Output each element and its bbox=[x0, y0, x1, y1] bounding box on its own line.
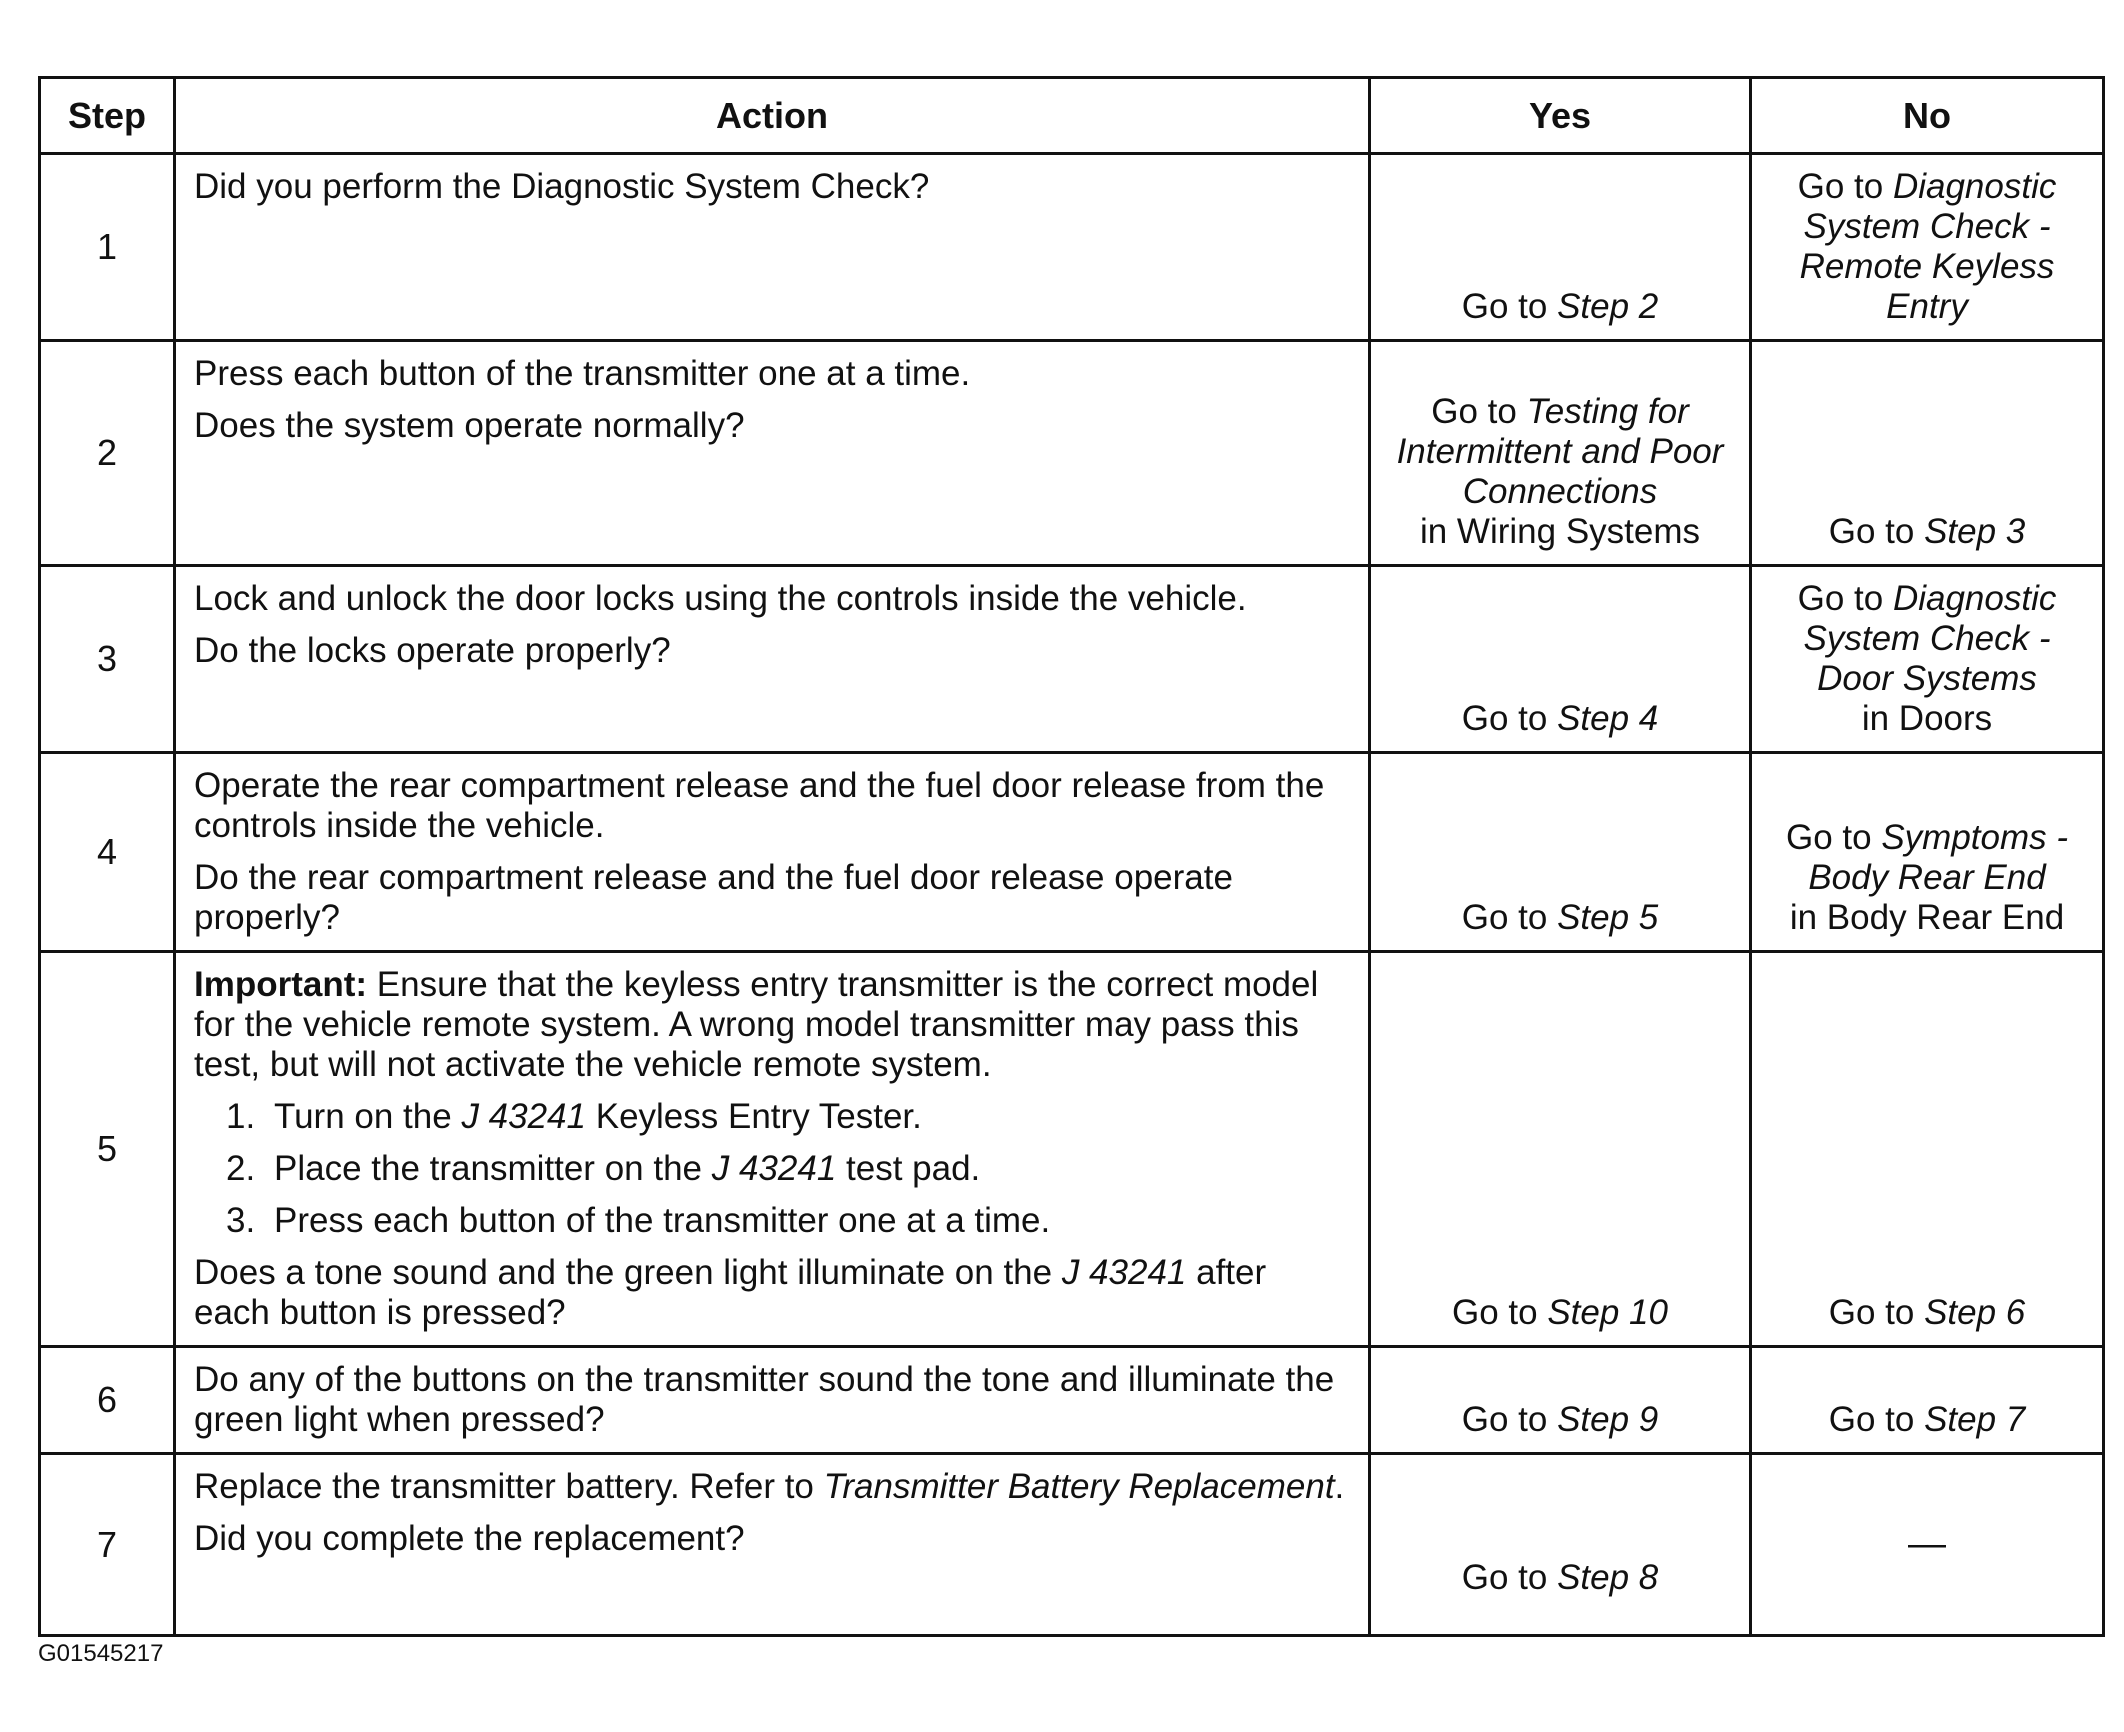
table-row bbox=[40, 154, 2104, 341]
no-cell bbox=[1751, 566, 2104, 753]
no-prefix: Go to bbox=[1785, 818, 1882, 857]
action-text: Operate the rear compartment release and the fuel door release from the controls inside the vehicle. bbox=[194, 766, 1325, 845]
action-question bbox=[194, 1253, 1350, 1333]
action-cell bbox=[175, 952, 1370, 1347]
yes-cell bbox=[1370, 154, 1751, 341]
action-cell bbox=[175, 1454, 1370, 1636]
no-link[interactable]: Diagnostic System Check - Remote Keyless Entry bbox=[1799, 167, 2057, 326]
no-link[interactable]: Step 6 bbox=[1924, 1293, 2026, 1332]
header-action: Action bbox=[175, 78, 1370, 154]
no-location: in Body Rear End bbox=[1789, 898, 2065, 937]
yes-cell bbox=[1370, 341, 1751, 566]
step-number: 2 bbox=[40, 341, 175, 566]
table-row bbox=[40, 952, 2104, 1347]
action-question: Does the system operate normally? bbox=[194, 406, 745, 445]
yes-cell bbox=[1370, 1454, 1751, 1636]
no-link[interactable]: Step 3 bbox=[1924, 512, 2026, 551]
question-text: after each button is pressed? bbox=[194, 1253, 1267, 1332]
no-location: in Doors bbox=[1861, 699, 1993, 738]
yes-link[interactable]: Step 10 bbox=[1547, 1293, 1668, 1332]
yes-link[interactable]: Step 5 bbox=[1557, 898, 1659, 937]
action-text: Lock and unlock the door locks using the controls inside the vehicle. bbox=[194, 579, 1247, 618]
yes-link[interactable]: Step 8 bbox=[1557, 1558, 1659, 1597]
yes-cell bbox=[1370, 952, 1751, 1347]
step-number: 1 bbox=[40, 154, 175, 341]
list-text: Turn on the bbox=[274, 1097, 462, 1136]
important-label: Important: bbox=[194, 965, 368, 1004]
no-cell bbox=[1751, 753, 2104, 952]
no-cell bbox=[1751, 341, 2104, 566]
tool-reference: J 43241 bbox=[711, 1149, 837, 1188]
header-yes: Yes bbox=[1370, 78, 1751, 154]
action-text bbox=[194, 1467, 1350, 1507]
yes-prefix: Go to bbox=[1452, 1293, 1548, 1332]
yes-prefix: Go to bbox=[1461, 1558, 1558, 1597]
action-cell bbox=[175, 341, 1370, 566]
step-number: 6 bbox=[40, 1347, 175, 1454]
yes-link[interactable]: Step 9 bbox=[1557, 1400, 1659, 1439]
header-row bbox=[40, 78, 2104, 154]
yes-prefix: Go to bbox=[1461, 898, 1558, 937]
action-cell bbox=[175, 154, 1370, 341]
yes-cell bbox=[1370, 1347, 1751, 1454]
step-number: 5 bbox=[40, 952, 175, 1347]
list-number: 2. bbox=[226, 1149, 256, 1188]
list-text: Press each button of the transmitter one at a time. bbox=[274, 1201, 1051, 1240]
figure-id: G01545217 bbox=[38, 1640, 164, 1667]
tool-reference: J 43241 bbox=[461, 1097, 586, 1136]
list-text: test pad. bbox=[836, 1149, 981, 1188]
action-text-end: . bbox=[1334, 1467, 1345, 1506]
action-text: Did you perform the Diagnostic System Check? bbox=[194, 167, 930, 206]
table-row bbox=[40, 753, 2104, 952]
list-text: Place the transmitter on the bbox=[274, 1149, 712, 1188]
no-cell bbox=[1751, 1347, 2104, 1454]
list-number: 3. bbox=[226, 1201, 256, 1240]
no-cell bbox=[1751, 1454, 2104, 1636]
no-cell bbox=[1751, 154, 2104, 341]
list-text: Keyless Entry Tester. bbox=[586, 1097, 922, 1136]
action-cell bbox=[175, 566, 1370, 753]
action-question: Do the rear compartment release and the fuel door release operate properly? bbox=[194, 858, 1233, 937]
yes-cell bbox=[1370, 566, 1751, 753]
no-link[interactable]: Diagnostic System Check - Door Systems bbox=[1803, 579, 2057, 698]
no-prefix: Go to bbox=[1797, 579, 1893, 618]
important-note bbox=[194, 965, 1350, 1085]
action-text: Press each button of the transmitter one at a time. bbox=[194, 354, 971, 393]
yes-prefix: Go to bbox=[1461, 287, 1558, 326]
header-no: No bbox=[1751, 78, 2104, 154]
list-item bbox=[194, 1201, 1350, 1241]
yes-prefix: Go to bbox=[1431, 392, 1527, 431]
action-question: Do any of the buttons on the transmitter sound the tone and illuminate the green light when pressed? bbox=[194, 1360, 1335, 1439]
important-text: Ensure that the keyless entry transmitter is the correct model for the vehicle remote system. A wrong model transmitter may pass this test, but will not activate the vehicle remote system. bbox=[194, 965, 1319, 1084]
table-row bbox=[40, 1454, 2104, 1636]
yes-link[interactable]: Step 2 bbox=[1557, 287, 1659, 326]
no-cell bbox=[1751, 952, 2104, 1347]
procedure-link[interactable]: Transmitter Battery Replacement bbox=[823, 1467, 1335, 1506]
step-number: 7 bbox=[40, 1454, 175, 1636]
yes-prefix: Go to bbox=[1461, 699, 1558, 738]
yes-link[interactable]: Testing for Intermittent and Poor Connections bbox=[1396, 392, 1724, 511]
yes-link[interactable]: Step 4 bbox=[1557, 699, 1659, 738]
question-text: Does a tone sound and the green light illuminate on the bbox=[194, 1253, 1062, 1292]
no-prefix: Go to bbox=[1828, 1293, 1925, 1332]
no-prefix: Go to bbox=[1797, 167, 1893, 206]
tool-reference: J 43241 bbox=[1061, 1253, 1187, 1292]
list-item bbox=[194, 1149, 1350, 1189]
no-prefix: Go to bbox=[1828, 512, 1925, 551]
header-step: Step bbox=[40, 78, 175, 154]
list-number: 1. bbox=[226, 1097, 256, 1136]
no-result-dash: — bbox=[1908, 1523, 1946, 1565]
yes-prefix: Go to bbox=[1461, 1400, 1558, 1439]
yes-location: in Wiring Systems bbox=[1419, 512, 1701, 551]
yes-cell bbox=[1370, 753, 1751, 952]
table-row bbox=[40, 341, 2104, 566]
action-question: Did you complete the replacement? bbox=[194, 1519, 745, 1558]
no-prefix: Go to bbox=[1828, 1400, 1925, 1439]
diagnostic-table bbox=[38, 76, 2105, 1637]
step-number: 3 bbox=[40, 566, 175, 753]
step-number: 4 bbox=[40, 753, 175, 952]
table-row bbox=[40, 1347, 2104, 1454]
action-text-start: Replace the transmitter battery. Refer to bbox=[194, 1467, 824, 1506]
action-question: Do the locks operate properly? bbox=[194, 631, 671, 670]
table-row bbox=[40, 566, 2104, 753]
action-cell bbox=[175, 1347, 1370, 1454]
list-item bbox=[194, 1097, 1350, 1137]
no-link[interactable]: Step 7 bbox=[1924, 1400, 2026, 1439]
action-cell bbox=[175, 753, 1370, 952]
no-link[interactable]: Symptoms - Body Rear End bbox=[1808, 818, 2069, 897]
